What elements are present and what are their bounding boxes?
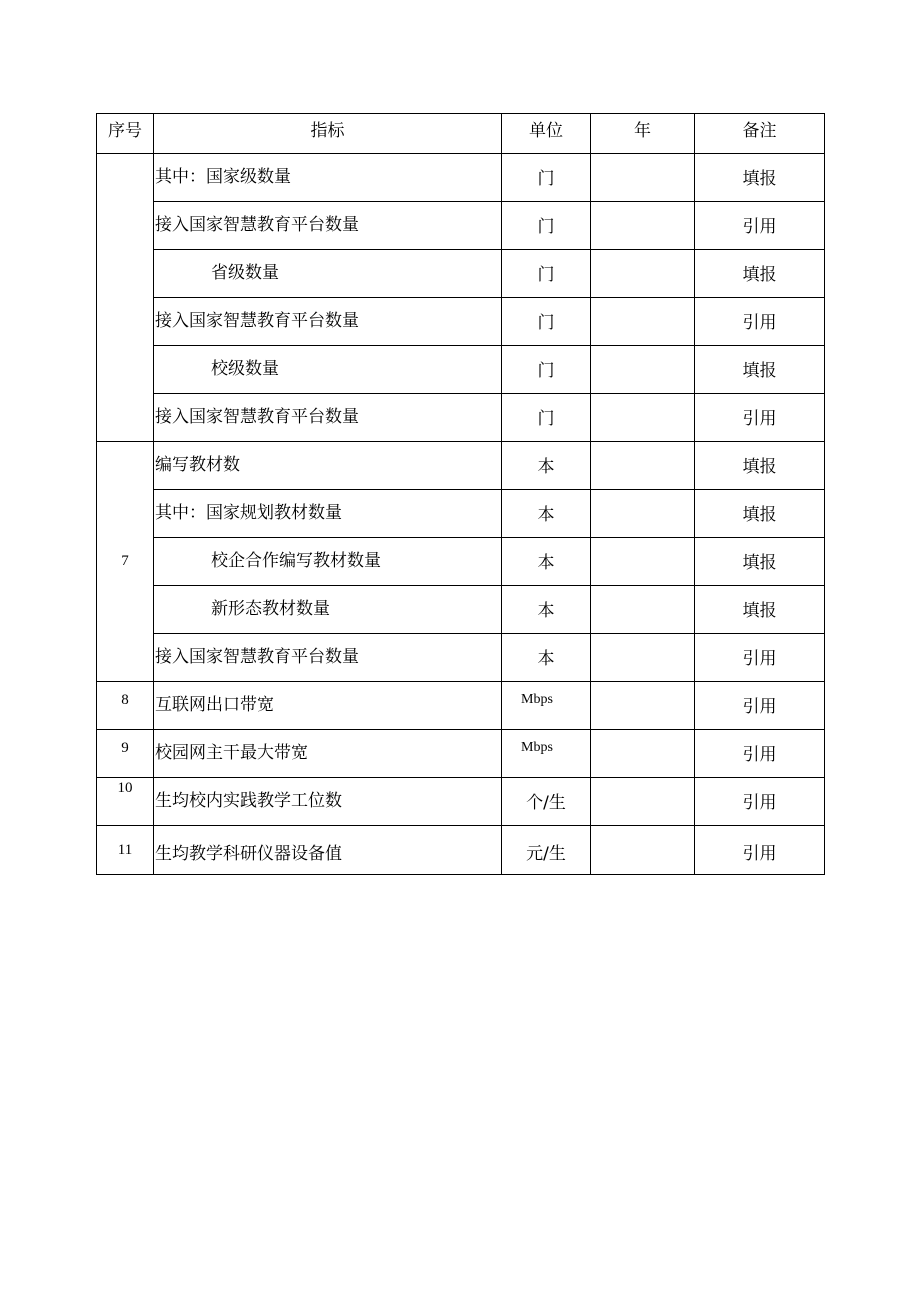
row-unit: 门 <box>502 250 591 298</box>
row-unit: 本 <box>502 490 591 538</box>
row-note: 填报 <box>695 154 825 202</box>
table-row <box>97 586 825 634</box>
row-indicator: 生均教学科研仪器设备值 <box>154 826 502 875</box>
table-row <box>97 202 825 250</box>
header-year: 年 <box>591 114 695 154</box>
row-year[interactable] <box>591 490 695 538</box>
table-row <box>97 298 825 346</box>
table-row <box>97 154 825 202</box>
row-year[interactable] <box>591 682 695 730</box>
row-seq: 10 <box>97 778 154 826</box>
row-seq <box>97 154 154 442</box>
row-year[interactable] <box>591 634 695 682</box>
table-row <box>97 826 825 875</box>
table-row <box>97 730 825 778</box>
row-note: 填报 <box>695 442 825 490</box>
table-row <box>97 490 825 538</box>
row-unit: 门 <box>502 154 591 202</box>
table-row <box>97 250 825 298</box>
row-seq: 7 <box>97 442 154 682</box>
row-indicator: 接入国家智慧教育平台数量 <box>154 202 502 250</box>
row-indicator: 互联网出口带宽 <box>154 682 502 730</box>
row-seq: 8 <box>97 682 154 730</box>
row-unit: 门 <box>502 346 591 394</box>
row-indicator: 校园网主干最大带宽 <box>154 730 502 778</box>
indicator-table <box>96 113 825 875</box>
row-note: 填报 <box>695 346 825 394</box>
row-year[interactable] <box>591 346 695 394</box>
row-year[interactable] <box>591 730 695 778</box>
row-seq: 11 <box>97 826 154 875</box>
table-row <box>97 394 825 442</box>
row-indicator: 省级数量 <box>154 250 502 298</box>
row-indicator: 接入国家智慧教育平台数量 <box>154 298 502 346</box>
row-seq: 9 <box>97 730 154 778</box>
row-year[interactable] <box>591 298 695 346</box>
table-row <box>97 778 825 826</box>
row-indicator: 编写教材数 <box>154 442 502 490</box>
row-year[interactable] <box>591 778 695 826</box>
row-indicator: 生均校内实践教学工位数 <box>154 778 502 826</box>
row-unit: Mbps <box>502 682 591 730</box>
row-year[interactable] <box>591 586 695 634</box>
row-year[interactable] <box>591 538 695 586</box>
row-indicator: 接入国家智慧教育平台数量 <box>154 394 502 442</box>
header-seq: 序号 <box>97 114 154 154</box>
row-indicator: 其中：国家规划教材数量 <box>154 490 502 538</box>
row-indicator: 接入国家智慧教育平台数量 <box>154 634 502 682</box>
header-note: 备注 <box>695 114 825 154</box>
row-note: 引用 <box>695 730 825 778</box>
row-note: 引用 <box>695 778 825 826</box>
row-unit: 门 <box>502 394 591 442</box>
table-row <box>97 538 825 586</box>
row-unit: 本 <box>502 634 591 682</box>
row-year[interactable] <box>591 826 695 875</box>
row-unit: 本 <box>502 538 591 586</box>
table-row <box>97 346 825 394</box>
table-row <box>97 682 825 730</box>
table-row <box>97 442 825 490</box>
row-unit: 个/生 <box>502 778 591 826</box>
row-year[interactable] <box>591 250 695 298</box>
table-header-row <box>97 114 825 154</box>
header-unit: 单位 <box>502 114 591 154</box>
row-note: 引用 <box>695 682 825 730</box>
row-unit: 本 <box>502 442 591 490</box>
row-note: 引用 <box>695 826 825 875</box>
row-unit: 门 <box>502 298 591 346</box>
row-note: 引用 <box>695 394 825 442</box>
row-unit: 本 <box>502 586 591 634</box>
row-note: 引用 <box>695 634 825 682</box>
row-year[interactable] <box>591 202 695 250</box>
row-note: 填报 <box>695 538 825 586</box>
row-indicator: 其中：国家级数量 <box>154 154 502 202</box>
row-note: 引用 <box>695 298 825 346</box>
row-year[interactable] <box>591 154 695 202</box>
row-unit: 门 <box>502 202 591 250</box>
row-indicator: 校企合作编写教材数量 <box>154 538 502 586</box>
header-indicator: 指标 <box>154 114 502 154</box>
row-unit: 元/生 <box>502 826 591 875</box>
row-note: 引用 <box>695 202 825 250</box>
row-indicator: 校级数量 <box>154 346 502 394</box>
row-year[interactable] <box>591 394 695 442</box>
row-note: 填报 <box>695 250 825 298</box>
row-year[interactable] <box>591 442 695 490</box>
row-unit: Mbps <box>502 730 591 778</box>
row-indicator: 新形态教材数量 <box>154 586 502 634</box>
table-row <box>97 634 825 682</box>
row-note: 填报 <box>695 490 825 538</box>
row-note: 填报 <box>695 586 825 634</box>
